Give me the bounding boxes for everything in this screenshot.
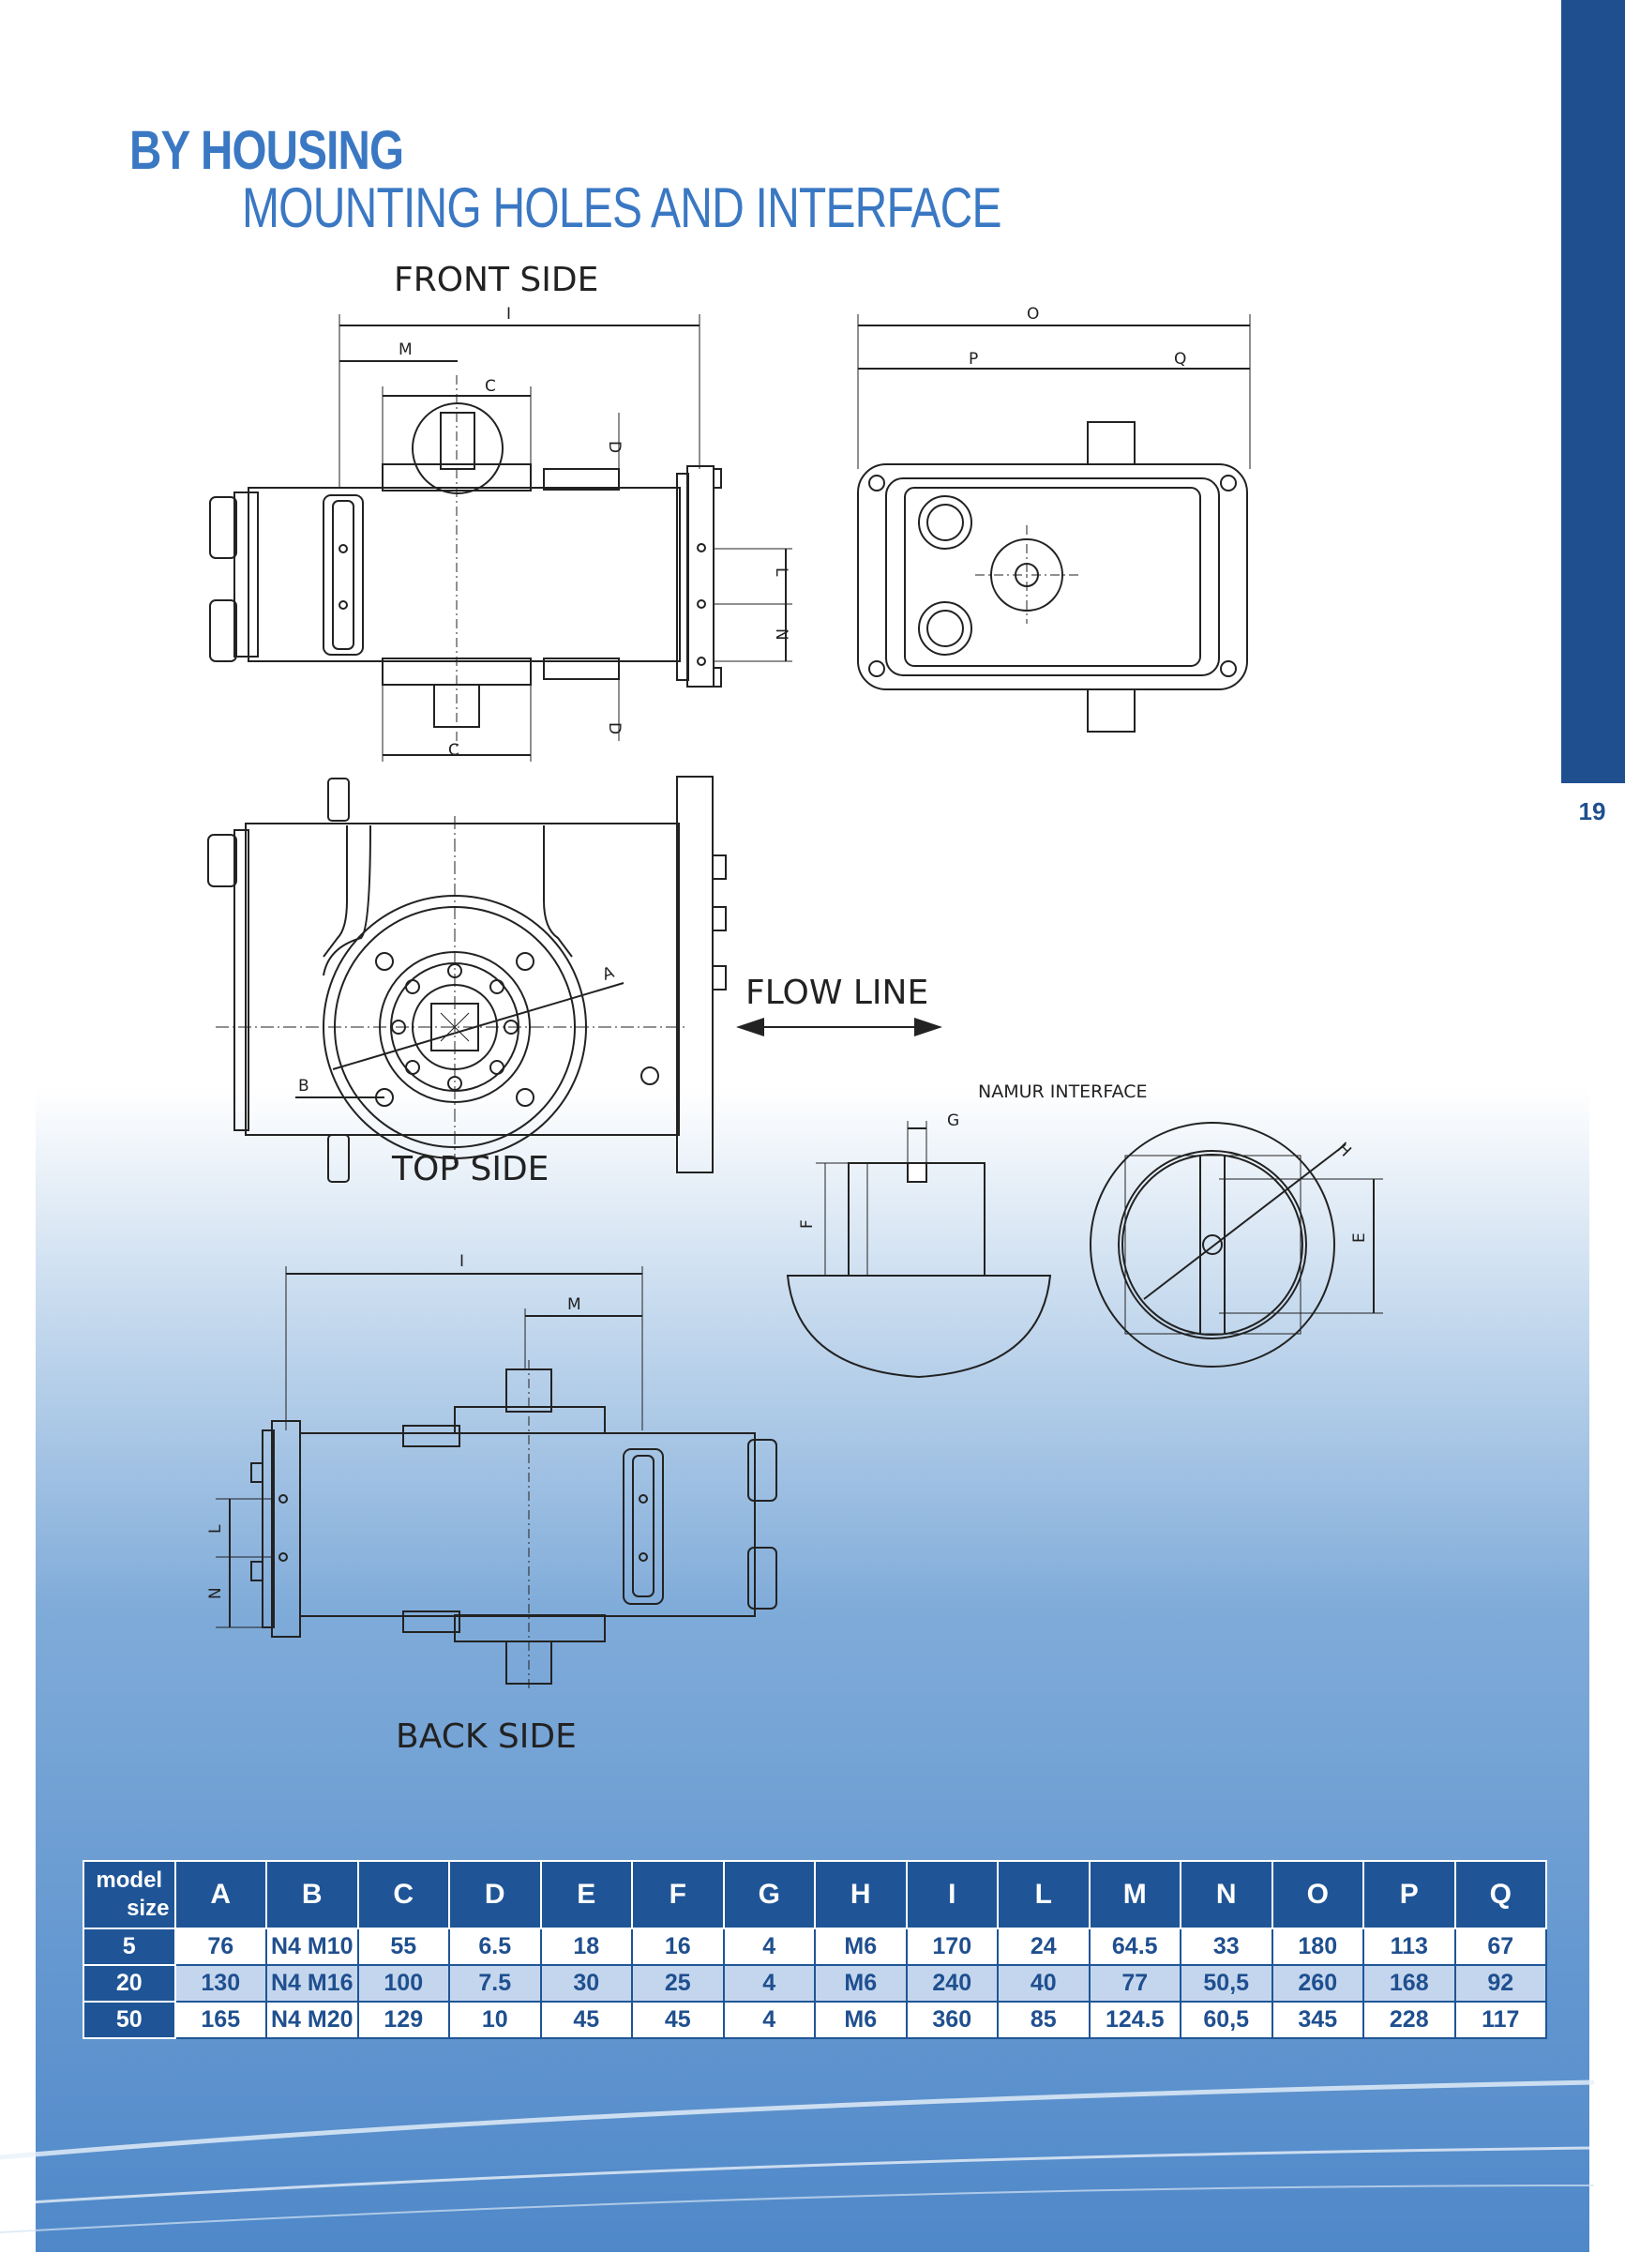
table-cell: 25 (632, 1965, 724, 2002)
table-cell: 30 (541, 1965, 633, 2002)
top-side-label: TOP SIDE (392, 1150, 549, 1188)
table-cell: 67 (1455, 1928, 1547, 1965)
table-cell: 165 (175, 2002, 267, 2038)
end-side-view (858, 305, 1250, 732)
dim-label-n-back: N (206, 1587, 225, 1599)
table-cell: N4 M16 (266, 1965, 358, 2002)
table-cell: 85 (998, 2002, 1090, 2038)
table-cell: 64.5 (1090, 1928, 1181, 1965)
table-cell: 77 (1090, 1965, 1181, 2002)
table-cell: 113 (1363, 1928, 1455, 1965)
table-cell: 228 (1363, 2002, 1455, 2038)
table-cell: 4 (724, 1965, 816, 2002)
table-cell: 124.5 (1090, 2002, 1181, 2038)
row-model: 5 (83, 1928, 175, 1965)
dim-label-n-front: N (772, 628, 790, 641)
table-cell: M6 (815, 1965, 907, 2002)
table-cell: 240 (907, 1965, 999, 2002)
header-size-text: size (127, 1896, 170, 1921)
table-cell: 76 (175, 1928, 267, 1965)
table-cell: 55 (358, 1928, 450, 1965)
back-side-view (206, 1252, 776, 1756)
table-cell: 10 (449, 2002, 541, 2038)
table-cell: 117 (1455, 2002, 1547, 2038)
back-side-label: BACK SIDE (396, 1717, 577, 1756)
table-cell: N4 M20 (266, 2002, 358, 2038)
dimension-table (83, 1860, 1547, 2039)
column-header: O (1272, 1861, 1364, 1928)
table-cell: 180 (1272, 1928, 1364, 1965)
dim-label-l-front: L (772, 567, 790, 577)
dim-label-c-top: C (485, 377, 496, 396)
page-number: 19 (1578, 797, 1606, 825)
dim-label-e: E (1350, 1232, 1369, 1243)
table-row (83, 1965, 1546, 2002)
dim-label-m: M (399, 340, 413, 359)
table-cell: 24 (998, 1928, 1090, 1965)
column-header: D (449, 1861, 541, 1928)
column-header: N (1181, 1861, 1272, 1928)
table-cell: 18 (541, 1928, 633, 1965)
front-side-label: FRONT SIDE (394, 261, 599, 299)
column-header: E (541, 1861, 633, 1928)
front-side-view (210, 261, 792, 762)
dim-label-p: P (969, 350, 979, 369)
dim-label-i-back: I (459, 1252, 465, 1271)
column-header: L (998, 1861, 1090, 1928)
table-cell: 260 (1272, 1965, 1364, 2002)
dim-label-f: F (798, 1219, 817, 1229)
dim-label-c-bottom: C (448, 741, 459, 760)
table-cell: 7.5 (449, 1965, 541, 2002)
table-cell: 170 (907, 1928, 999, 1965)
namur-interface-label: NAMUR INTERFACE (978, 1081, 1148, 1102)
table-cell: 130 (175, 1965, 267, 2002)
table-header-row (83, 1861, 1546, 1928)
column-header: B (266, 1861, 358, 1928)
table-cell: 168 (1363, 1965, 1455, 2002)
table-cell: 6.5 (449, 1928, 541, 1965)
column-header: G (724, 1861, 816, 1928)
table-cell: M6 (815, 1928, 907, 1965)
table-cell: 4 (724, 2002, 816, 2038)
dim-label-h: H (1332, 1139, 1355, 1161)
column-header: Q (1455, 1861, 1547, 1928)
dim-label-o: O (1027, 305, 1040, 324)
table-cell: 16 (632, 1928, 724, 1965)
dim-label-i: I (506, 305, 512, 324)
flow-line-label: FLOW LINE (745, 974, 929, 1012)
table-cell: 33 (1181, 1928, 1272, 1965)
table-cell: 345 (1272, 2002, 1364, 2038)
table-row (83, 2002, 1546, 2038)
table-cell: M6 (815, 2002, 907, 2038)
table-cell: 129 (358, 2002, 450, 2038)
table-cell: 45 (632, 2002, 724, 2038)
dim-label-q: Q (1174, 350, 1187, 369)
row-model: 20 (83, 1965, 175, 2002)
dim-label-d-bottom: D (605, 722, 624, 735)
column-header: M (1090, 1861, 1181, 1928)
dim-label-l-back: L (206, 1524, 225, 1534)
page-title: BY HOUSING (129, 120, 404, 181)
table-cell: 40 (998, 1965, 1090, 2002)
table-cell: 60,5 (1181, 2002, 1272, 2038)
column-header: C (358, 1861, 450, 1928)
dim-label-a: A (599, 962, 617, 985)
dim-label-g: G (947, 1111, 960, 1130)
table-cell: 360 (907, 2002, 999, 2038)
column-header: A (175, 1861, 267, 1928)
table-row (83, 1928, 1546, 1965)
decorative-swoosh (0, 2045, 1625, 2268)
header-model-text: model (96, 1867, 163, 1893)
column-header: P (1363, 1861, 1455, 1928)
table-cell: 50,5 (1181, 1965, 1272, 2002)
column-header: I (907, 1861, 999, 1928)
table-header-model (83, 1861, 175, 1928)
table-cell: 4 (724, 1928, 816, 1965)
table-cell: 100 (358, 1965, 450, 2002)
dim-label-m-back: M (567, 1295, 581, 1314)
table-cell: N4 M10 (266, 1928, 358, 1965)
dim-label-b: B (298, 1077, 309, 1096)
page-subtitle: MOUNTING HOLES AND INTERFACE (242, 176, 1001, 239)
table-cell: 45 (541, 2002, 633, 2038)
namur-interface-view (788, 1081, 1383, 1377)
row-model: 50 (83, 2002, 175, 2038)
column-header: H (815, 1861, 907, 1928)
column-header: F (632, 1861, 724, 1928)
dim-label-d-top: D (605, 441, 624, 454)
top-side-view (208, 777, 942, 1188)
table-cell: 92 (1455, 1965, 1547, 2002)
